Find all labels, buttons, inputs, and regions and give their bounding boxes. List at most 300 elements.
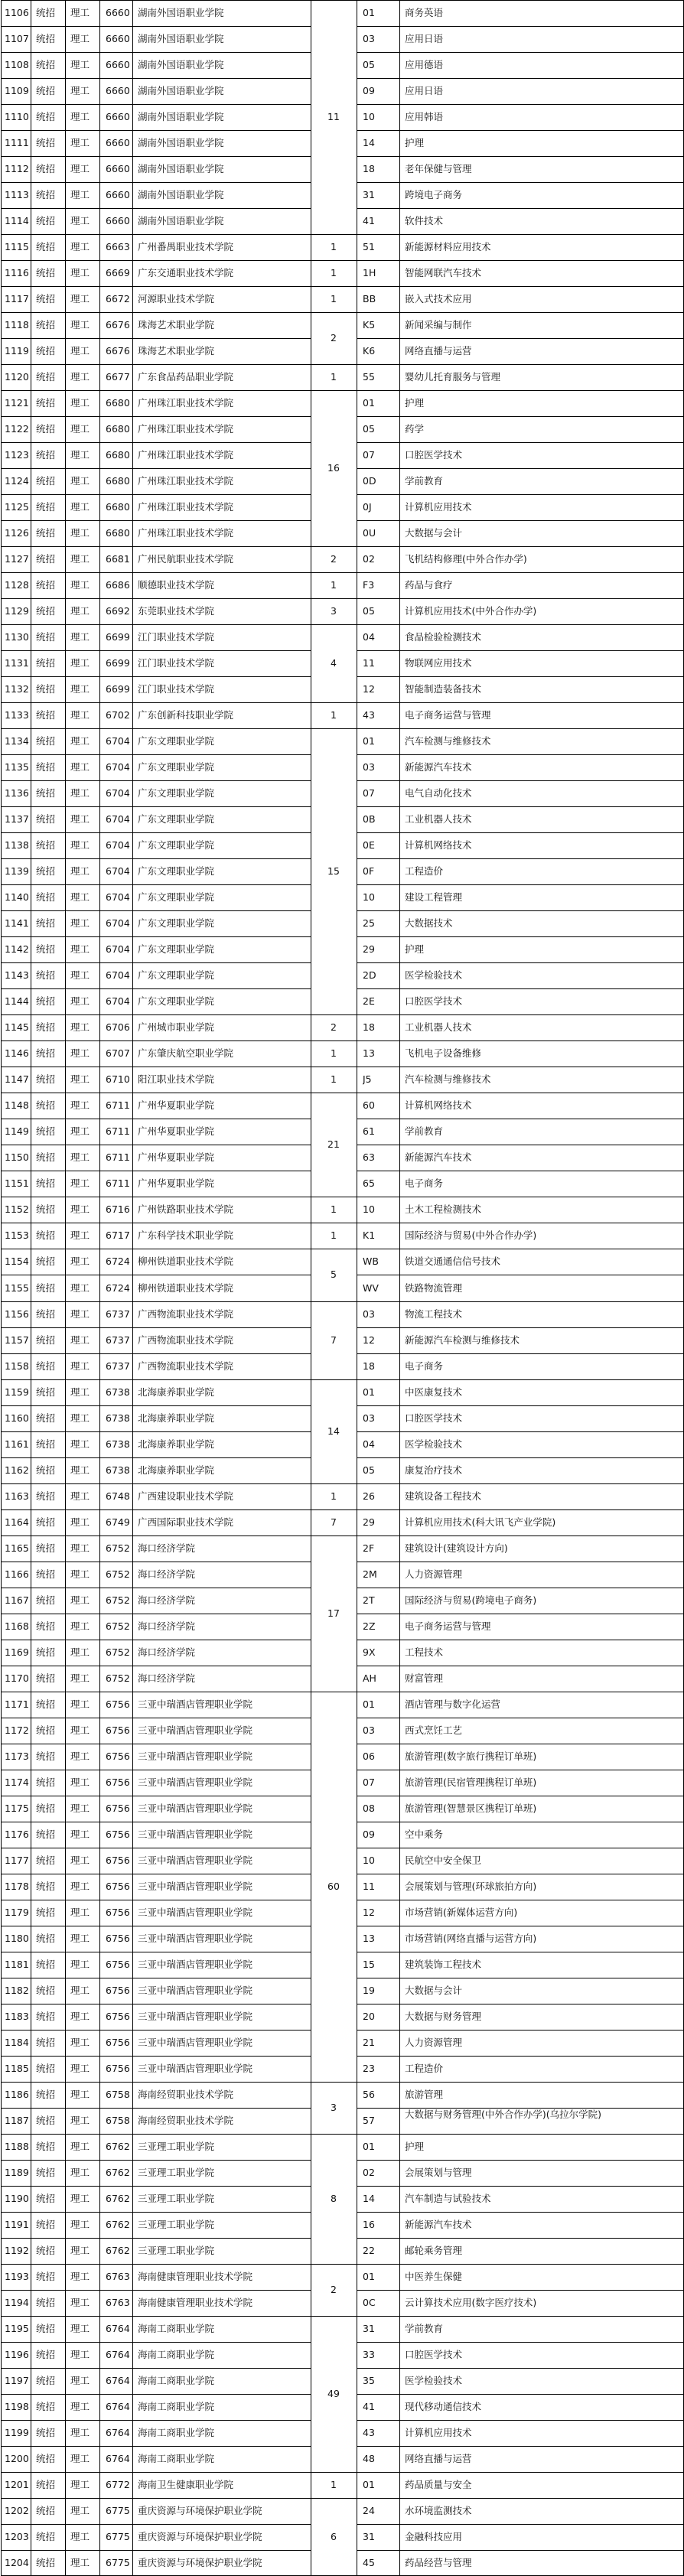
major-name-cell: 金融科技应用 <box>405 2531 463 2542</box>
subject-category-cell: 理工 <box>70 2453 90 2464</box>
enroll-type-cell: 统招 <box>36 1022 56 1034</box>
subject-category-cell: 理工 <box>70 164 90 175</box>
row-number-cell: 1144 <box>5 996 29 1008</box>
subject-category-cell: 理工 <box>70 2375 90 2386</box>
row-divider <box>357 780 684 781</box>
major-code-cell: 03 <box>363 1308 375 1320</box>
row-number-cell: 1189 <box>5 2167 29 2178</box>
school-name-cell: 湖南外国语职业学院 <box>138 86 224 97</box>
row-divider <box>1 156 311 157</box>
enroll-type-cell: 统招 <box>36 632 56 643</box>
subject-category-cell: 理工 <box>70 2245 90 2256</box>
school-code-cell: 6762 <box>106 2167 130 2178</box>
row-divider <box>1 2134 684 2135</box>
subject-category-cell: 理工 <box>70 606 90 617</box>
row-number-cell: 1194 <box>5 2297 29 2308</box>
school-code-cell: 6711 <box>106 1100 130 1112</box>
school-name-cell: 江门职业技术学院 <box>138 632 215 643</box>
major-code-cell: K1 <box>363 1230 376 1242</box>
enroll-type-cell: 统招 <box>36 1855 56 1866</box>
school-name-cell: 江门职业技术学院 <box>138 658 215 669</box>
school-code-cell: 6737 <box>106 1334 130 1346</box>
school-name-cell: 海南工商职业学院 <box>138 2453 215 2464</box>
subject-category-cell: 理工 <box>70 658 90 669</box>
plan-count-cell: 15 <box>327 866 340 878</box>
major-code-cell: 05 <box>363 424 375 435</box>
school-code-cell: 6752 <box>106 1672 130 1684</box>
row-number-cell: 1176 <box>5 1829 29 1840</box>
major-code-cell: 1H <box>363 268 376 279</box>
school-code-cell: 6676 <box>106 320 130 331</box>
major-code-cell: 2D <box>363 970 376 982</box>
school-code-cell: 6764 <box>106 2453 130 2464</box>
row-number-cell: 1128 <box>5 580 29 591</box>
major-name-cell: 工业机器人技术 <box>405 1022 472 1034</box>
row-divider <box>1 520 311 521</box>
subject-category-cell: 理工 <box>70 1412 90 1424</box>
major-code-cell: 60 <box>363 1100 375 1112</box>
school-name-cell: 三亚中瑞酒店管理职业学院 <box>138 1985 253 1996</box>
major-name-cell: 药学 <box>405 424 425 435</box>
row-divider <box>1 2108 311 2109</box>
major-code-cell: 09 <box>363 86 375 97</box>
school-name-cell: 三亚中瑞酒店管理职业学院 <box>138 1829 253 1840</box>
subject-category-cell: 理工 <box>70 502 90 513</box>
major-name-cell: 老年保健与管理 <box>405 164 472 175</box>
major-code-cell: 05 <box>363 1464 375 1476</box>
plan-count-cell: 2 <box>331 2284 337 2295</box>
row-number-cell: 1143 <box>5 970 29 982</box>
major-code-cell: 29 <box>363 1516 375 1528</box>
school-code-cell: 6716 <box>106 1204 130 1216</box>
row-number-cell: 1198 <box>5 2401 29 2412</box>
enroll-type-cell: 统招 <box>36 996 56 1008</box>
major-name-cell: 中医康复技术 <box>405 1386 463 1398</box>
row-number-cell: 1163 <box>5 1490 29 1502</box>
school-name-cell: 河源职业技术学院 <box>138 294 215 305</box>
subject-category-cell: 理工 <box>70 866 90 878</box>
subject-category-cell: 理工 <box>70 1594 90 1606</box>
subject-category-cell: 理工 <box>70 1256 90 1268</box>
subject-category-cell: 理工 <box>70 1829 90 1840</box>
major-code-cell: F3 <box>363 580 375 591</box>
row-number-cell: 1134 <box>5 736 29 747</box>
school-name-cell: 三亚中瑞酒店管理职业学院 <box>138 1881 253 1892</box>
school-code-cell: 6752 <box>106 1594 130 1606</box>
subject-category-cell: 理工 <box>70 918 90 930</box>
enroll-type-cell: 统招 <box>36 398 56 409</box>
subject-category-cell: 理工 <box>70 632 90 643</box>
major-name-cell: 药品经营与管理 <box>405 2557 472 2568</box>
school-code-cell: 6775 <box>106 2531 130 2542</box>
row-divider <box>1 650 311 651</box>
school-name-cell: 三亚中瑞酒店管理职业学院 <box>138 2063 253 2074</box>
major-name-cell: 电气自动化技术 <box>405 788 472 800</box>
subject-category-cell: 理工 <box>70 2193 90 2204</box>
school-code-cell: 6758 <box>106 2089 130 2100</box>
row-divider <box>1 2290 311 2291</box>
major-code-cell: 14 <box>363 138 375 149</box>
column-divider <box>132 0 133 2576</box>
row-divider <box>1 2342 311 2343</box>
plan-count-cell: 21 <box>327 1139 340 1151</box>
plan-count-cell: 16 <box>327 463 340 474</box>
row-number-cell: 1119 <box>5 346 29 357</box>
major-name-cell: 酒店管理与数字化运营 <box>405 1698 501 1710</box>
school-code-cell: 6752 <box>106 1568 130 1580</box>
row-number-cell: 1200 <box>5 2453 29 2464</box>
major-name-cell: 学前教育 <box>405 2323 444 2334</box>
major-code-cell: 06 <box>363 1750 375 1762</box>
enroll-type-cell: 统招 <box>36 2557 56 2568</box>
plan-count-cell: 1 <box>331 294 337 305</box>
row-divider <box>357 26 684 27</box>
row-divider <box>357 208 684 209</box>
subject-category-cell: 理工 <box>70 1126 90 1138</box>
major-code-cell: J5 <box>363 1074 372 1086</box>
school-code-cell: 6775 <box>106 2557 130 2568</box>
school-name-cell: 广东文理职业学院 <box>138 840 215 852</box>
enroll-type-cell: 统招 <box>36 1282 56 1294</box>
major-code-cell: 24 <box>363 2505 375 2516</box>
school-name-cell: 广西物流职业技术学院 <box>138 1360 234 1372</box>
enroll-type-cell: 统招 <box>36 2297 56 2308</box>
school-code-cell: 6748 <box>106 1490 130 1502</box>
plan-count-cell: 3 <box>331 2102 337 2113</box>
row-divider <box>357 1431 684 1432</box>
row-number-cell: 1187 <box>5 2115 29 2126</box>
enroll-type-cell: 统招 <box>36 2271 56 2282</box>
major-code-cell: 05 <box>363 606 375 617</box>
major-name-cell: 药品与食疗 <box>405 580 453 591</box>
plan-count-cell: 1 <box>331 2479 337 2490</box>
row-divider <box>1 416 311 417</box>
school-name-cell: 广州珠江职业技术学院 <box>138 424 234 435</box>
major-code-cell: 2M <box>363 1568 377 1580</box>
school-name-cell: 三亚中瑞酒店管理职业学院 <box>138 1803 253 1814</box>
major-code-cell: 41 <box>363 2401 375 2412</box>
row-divider <box>357 1353 684 1354</box>
row-number-cell: 1188 <box>5 2141 29 2152</box>
school-code-cell: 6680 <box>106 450 130 461</box>
enroll-type-cell: 统招 <box>36 320 56 331</box>
row-divider <box>1 2446 311 2447</box>
major-name-cell: 市场营销(新媒体运营方向) <box>405 1907 518 1918</box>
major-code-cell: 56 <box>363 2089 375 2100</box>
major-code-cell: K6 <box>363 346 376 357</box>
plan-count-cell: 17 <box>327 1607 340 1619</box>
school-code-cell: 6704 <box>106 918 130 930</box>
major-code-cell: 11 <box>363 1881 375 1892</box>
school-code-cell: 6756 <box>106 1829 130 1840</box>
enroll-type-cell: 统招 <box>36 1126 56 1138</box>
subject-category-cell: 理工 <box>70 34 90 44</box>
enroll-type-cell: 统招 <box>36 1334 56 1346</box>
school-code-cell: 6699 <box>106 684 130 695</box>
row-divider <box>1 936 311 937</box>
school-name-cell: 广东创新科技职业学院 <box>138 710 234 721</box>
school-name-cell: 北海康养职业学院 <box>138 1464 215 1476</box>
major-code-cell: 18 <box>363 1360 375 1372</box>
row-number-cell: 1148 <box>5 1100 29 1112</box>
major-name-cell: 物联网应用技术 <box>405 658 472 669</box>
row-divider <box>357 2238 684 2239</box>
major-name-cell: 大数据技术 <box>405 918 453 930</box>
major-name-cell: 新能源汽车检测与维修技术 <box>405 1334 520 1346</box>
school-code-cell: 6704 <box>106 840 130 852</box>
row-divider <box>357 1405 684 1406</box>
enroll-type-cell: 统招 <box>36 1985 56 1996</box>
row-divider <box>357 962 684 963</box>
row-number-cell: 1178 <box>5 1881 29 1892</box>
plan-count-cell: 11 <box>327 112 340 123</box>
row-divider <box>1 2056 311 2057</box>
school-code-cell: 6756 <box>106 2011 130 2022</box>
major-code-cell: 14 <box>363 2193 375 2204</box>
school-name-cell: 海口经济学院 <box>138 1542 196 1554</box>
major-name-cell: 应用日语 <box>405 86 444 97</box>
major-name-cell: 大数据与财务管理 <box>405 2011 482 2022</box>
major-code-cell: 31 <box>363 190 375 201</box>
subject-category-cell: 理工 <box>70 736 90 747</box>
school-code-cell: 6660 <box>106 86 130 97</box>
major-name-cell: 铁路物流管理 <box>405 1282 463 1294</box>
school-name-cell: 三亚理工职业学院 <box>138 2193 215 2204</box>
subject-category-cell: 理工 <box>70 1516 90 1528</box>
school-code-cell: 6660 <box>106 34 130 44</box>
major-name-cell: 婴幼儿托育服务与管理 <box>405 372 501 383</box>
row-number-cell: 1110 <box>5 112 29 123</box>
school-code-cell: 6704 <box>106 996 130 1008</box>
row-number-cell: 1170 <box>5 1672 29 1684</box>
subject-category-cell: 理工 <box>70 1334 90 1346</box>
school-name-cell: 三亚中瑞酒店管理职业学院 <box>138 1907 253 1918</box>
school-code-cell: 6680 <box>106 476 130 487</box>
subject-category-cell: 理工 <box>70 2297 90 2308</box>
row-number-cell: 1131 <box>5 658 29 669</box>
row-number-cell: 1156 <box>5 1308 29 1320</box>
major-name-cell: 飞机电子设备维修 <box>405 1048 482 1060</box>
plan-count-cell: 60 <box>327 1881 340 1892</box>
subject-category-cell: 理工 <box>70 424 90 435</box>
major-name-cell: 旅游管理 <box>405 2089 444 2100</box>
major-code-cell: WV <box>363 1282 379 1294</box>
major-name-cell: 计算机应用技术 <box>405 2427 472 2438</box>
row-divider <box>1 2264 684 2265</box>
major-code-cell: 04 <box>363 1438 375 1450</box>
enroll-type-cell: 统招 <box>36 1464 56 1476</box>
school-code-cell: 6660 <box>106 60 130 71</box>
row-number-cell: 1106 <box>5 8 29 18</box>
subject-category-cell: 理工 <box>70 1100 90 1112</box>
row-divider <box>357 494 684 495</box>
row-number-cell: 1191 <box>5 2219 29 2230</box>
school-code-cell: 6663 <box>106 242 130 253</box>
school-code-cell: 6676 <box>106 346 130 357</box>
row-number-cell: 1171 <box>5 1698 29 1710</box>
row-divider <box>1 1431 311 1432</box>
major-name-cell: 旅游管理(智慧景区携程订单班) <box>405 1803 537 1814</box>
major-code-cell: 43 <box>363 710 375 721</box>
subject-category-cell: 理工 <box>70 476 90 487</box>
school-name-cell: 广州珠江职业技术学院 <box>138 502 234 513</box>
school-name-cell: 珠海艺术职业学院 <box>138 320 215 331</box>
major-code-cell: 07 <box>363 450 375 461</box>
row-divider <box>1 442 311 443</box>
row-number-cell: 1196 <box>5 2349 29 2360</box>
plan-count-cell: 6 <box>331 2531 337 2542</box>
major-name-cell: 现代移动通信技术 <box>405 2401 482 2412</box>
row-divider <box>1 806 311 807</box>
row-divider <box>357 754 684 755</box>
major-name-cell: 物流工程技术 <box>405 1308 463 1320</box>
row-number-cell: 1177 <box>5 1855 29 1866</box>
enroll-type-cell: 统招 <box>36 554 56 565</box>
row-number-cell: 1181 <box>5 1959 29 1970</box>
enroll-type-cell: 统招 <box>36 1594 56 1606</box>
enroll-type-cell: 统招 <box>36 814 56 826</box>
school-code-cell: 6764 <box>106 2401 130 2412</box>
enroll-type-cell: 统招 <box>36 1516 56 1528</box>
subject-category-cell: 理工 <box>70 1438 90 1450</box>
subject-category-cell: 理工 <box>70 1672 90 1684</box>
row-divider <box>357 182 684 183</box>
school-name-cell: 三亚中瑞酒店管理职业学院 <box>138 1698 253 1710</box>
school-name-cell: 海口经济学院 <box>138 1672 196 1684</box>
row-divider <box>357 78 684 79</box>
row-divider <box>1 78 311 79</box>
school-name-cell: 东莞职业技术学院 <box>138 606 215 617</box>
plan-count-cell: 1 <box>331 580 337 591</box>
major-name-cell: 国际经济与贸易(跨境电子商务) <box>405 1594 537 1606</box>
row-number-cell: 1140 <box>5 892 29 904</box>
row-divider <box>357 884 684 885</box>
plan-count-cell: 2 <box>331 554 337 565</box>
major-name-cell: 空中乘务 <box>405 1829 444 1840</box>
major-name-cell: 工程造价 <box>405 866 444 878</box>
enroll-type-cell: 统招 <box>36 1907 56 1918</box>
enroll-type-cell: 统招 <box>36 866 56 878</box>
row-number-cell: 1139 <box>5 866 29 878</box>
row-divider <box>357 858 684 859</box>
school-name-cell: 三亚中瑞酒店管理职业学院 <box>138 2037 253 2048</box>
school-code-cell: 6704 <box>106 866 130 878</box>
major-code-cell: 20 <box>363 2011 375 2022</box>
school-code-cell: 6756 <box>106 1803 130 1814</box>
major-name-cell: 新能源材料应用技术 <box>405 242 491 253</box>
school-code-cell: 6707 <box>106 1048 130 1060</box>
row-divider <box>357 936 684 937</box>
enroll-type-cell: 统招 <box>36 918 56 930</box>
major-code-cell: 2Z <box>363 1620 376 1632</box>
plan-count-cell: 1 <box>331 1204 337 1216</box>
subject-category-cell: 理工 <box>70 684 90 695</box>
subject-category-cell: 理工 <box>70 1074 90 1086</box>
major-code-cell: 0F <box>363 866 375 878</box>
school-name-cell: 广东肇庆航空职业学院 <box>138 1048 234 1060</box>
school-name-cell: 广州华夏职业学院 <box>138 1126 215 1138</box>
subject-category-cell: 理工 <box>70 2505 90 2516</box>
school-name-cell: 三亚中瑞酒店管理职业学院 <box>138 1724 253 1736</box>
school-code-cell: 6704 <box>106 736 130 747</box>
row-divider <box>1 390 684 391</box>
row-divider <box>1 676 311 677</box>
major-name-cell: 新闻采编与制作 <box>405 320 472 331</box>
subject-category-cell: 理工 <box>70 112 90 123</box>
school-name-cell: 广东文理职业学院 <box>138 762 215 773</box>
row-divider <box>1 1040 684 1041</box>
major-name-cell: 应用德语 <box>405 60 444 71</box>
row-number-cell: 1122 <box>5 424 29 435</box>
school-name-cell: 广东交通职业技术学院 <box>138 268 234 279</box>
row-divider <box>357 676 684 677</box>
major-code-cell: BB <box>363 294 376 305</box>
major-code-cell: 19 <box>363 1985 375 1996</box>
plan-count-cell: 1 <box>331 1230 337 1242</box>
row-divider <box>357 1457 684 1458</box>
row-divider <box>1 1509 684 1510</box>
major-code-cell: 57 <box>363 2115 375 2126</box>
enroll-type-cell: 统招 <box>36 580 56 591</box>
school-code-cell: 6699 <box>106 658 130 669</box>
row-divider <box>1 1379 684 1380</box>
school-code-cell: 6758 <box>106 2115 130 2126</box>
row-number-cell: 1155 <box>5 1282 29 1294</box>
school-name-cell: 广东文理职业学院 <box>138 736 215 747</box>
subject-category-cell: 理工 <box>70 1620 90 1632</box>
row-number-cell: 1130 <box>5 632 29 643</box>
plan-count-cell: 1 <box>331 1074 337 1086</box>
row-number-cell: 1111 <box>5 138 29 149</box>
major-code-cell: 07 <box>363 788 375 800</box>
subject-category-cell: 理工 <box>70 1022 90 1034</box>
enroll-type-cell: 统招 <box>36 1152 56 1164</box>
school-name-cell: 江门职业技术学院 <box>138 684 215 695</box>
subject-category-cell: 理工 <box>70 1308 90 1320</box>
subject-category-cell: 理工 <box>70 1490 90 1502</box>
enroll-type-cell: 统招 <box>36 2531 56 2542</box>
school-name-cell: 广州城市职业学院 <box>138 1022 215 1034</box>
major-name-cell: 护理 <box>405 2141 425 2152</box>
row-number-cell: 1116 <box>5 268 29 279</box>
column-divider <box>99 0 100 2576</box>
major-name-cell: 汽车检测与维修技术 <box>405 736 491 747</box>
row-divider <box>357 2212 684 2213</box>
major-code-cell: 01 <box>363 398 375 409</box>
school-name-cell: 湖南外国语职业学院 <box>138 34 224 44</box>
school-code-cell: 6660 <box>106 8 130 18</box>
subject-category-cell: 理工 <box>70 1698 90 1710</box>
row-divider <box>1 2160 311 2161</box>
school-name-cell: 三亚理工职业学院 <box>138 2167 215 2178</box>
row-number-cell: 1168 <box>5 1620 29 1632</box>
school-code-cell: 6737 <box>106 1308 130 1320</box>
row-divider <box>357 910 684 911</box>
school-name-cell: 柳州铁道职业技术学院 <box>138 1256 234 1268</box>
enroll-type-cell: 统招 <box>36 1542 56 1554</box>
school-name-cell: 阳江职业技术学院 <box>138 1074 215 1086</box>
enroll-type-cell: 统招 <box>36 1386 56 1398</box>
school-code-cell: 6764 <box>106 2323 130 2334</box>
major-code-cell: 12 <box>363 684 375 695</box>
enroll-type-cell: 统招 <box>36 892 56 904</box>
school-name-cell: 海南经贸职业技术学院 <box>138 2115 234 2126</box>
row-divider <box>357 2290 684 2291</box>
row-number-cell: 1180 <box>5 1933 29 1944</box>
major-code-cell: 03 <box>363 1724 375 1736</box>
enroll-type-cell: 统招 <box>36 1178 56 1190</box>
subject-category-cell: 理工 <box>70 2063 90 2074</box>
